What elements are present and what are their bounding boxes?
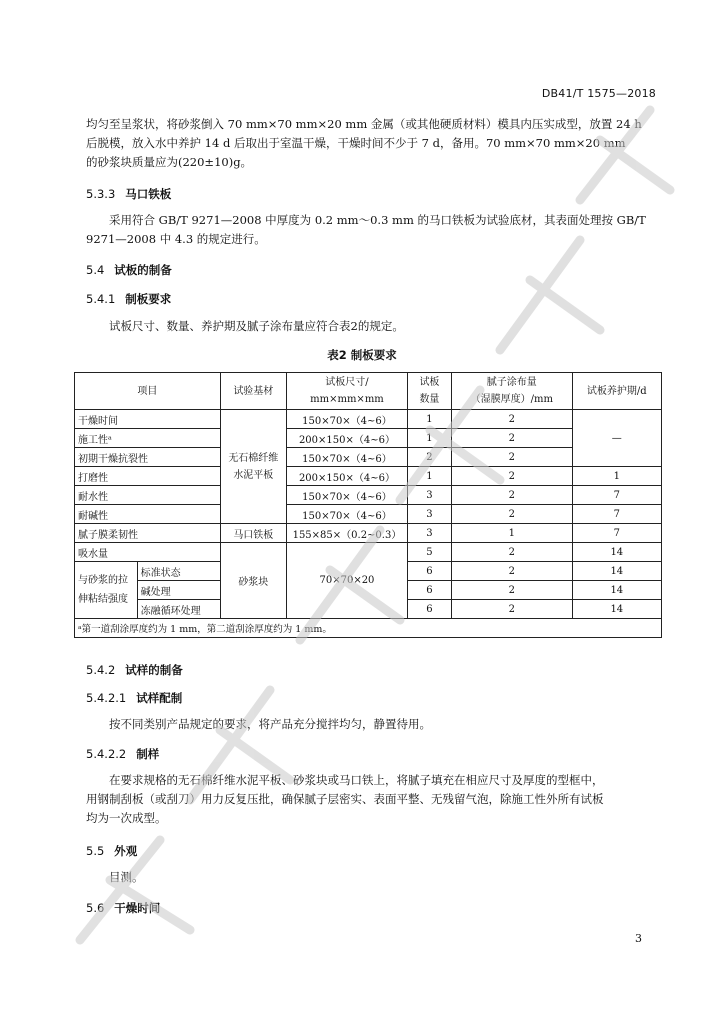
specimen-requirements-table (74, 372, 662, 638)
header-qty-line-1: 试板 (419, 377, 440, 388)
table-row (75, 467, 662, 486)
body-line-2: 用钢制刮板（或刮刀）用力反复压批，确保腻子层密实、表面平整、无残留气泡，除施工性外所有试板 (86, 792, 604, 806)
cell-item: 吸水量 (75, 543, 221, 562)
cell-qty: 1 (407, 467, 451, 486)
section-number: 5.5 (86, 844, 105, 858)
cell-cure: 14 (572, 543, 661, 562)
cell-item: 施工性ᵃ (75, 429, 221, 448)
header-substrate: 试验基材 (220, 373, 286, 410)
cell-cure: 14 (572, 581, 661, 600)
header-cure: 试板养护期/d (572, 373, 661, 410)
cell-qty: 6 (407, 562, 451, 581)
cell-coat: 2 (451, 505, 572, 524)
page-number: 3 (635, 932, 642, 945)
cell-coat: 2 (451, 600, 572, 619)
section-number: 5.4.2 (86, 663, 116, 677)
table-row (75, 486, 662, 505)
cell-coat: 2 (451, 448, 572, 467)
cell-qty: 1 (407, 410, 451, 429)
cell-size: 155×85×（0.2~0.3） (286, 524, 407, 543)
cell-cure-dash: — (572, 410, 661, 467)
body-line-1: 采用符合 GB/T 9271—2008 中厚度为 0.2 mm～0.3 mm 的马口铁板为试验底材，其表面处理按 GB/T (109, 213, 646, 227)
table-row (75, 524, 662, 543)
section-title: 制样 (136, 747, 160, 761)
cell-item: 碱处理 (137, 581, 220, 600)
body-line-2: 9271—2008 中 4.3 的规定进行。 (86, 232, 266, 246)
table-footnote-row (75, 619, 662, 638)
cell-size: 200×150×（4~6） (286, 429, 407, 448)
cell-qty: 3 (407, 505, 451, 524)
section-5-6-heading (86, 900, 160, 916)
cell-item: 初期干燥抗裂性 (75, 448, 221, 467)
section-number: 5.6 (86, 901, 105, 915)
section-5-5-heading (86, 843, 137, 859)
table-row (75, 543, 662, 562)
body-line-1: 在要求规格的无石棉纤维水泥平板、砂浆块或马口铁上，将腻子填充在相应尺寸及厚度的型框中， (109, 773, 604, 787)
header-size-line-1: 试板尺寸/ (325, 377, 369, 388)
cell-coat: 2 (451, 429, 572, 448)
cell-item: 腻子膜柔韧性 (75, 524, 221, 543)
cell-cure: 14 (572, 600, 661, 619)
cell-item: 打磨性 (75, 467, 221, 486)
cell-size: 150×70×（4~6） (286, 448, 407, 467)
document-code: DB41/T 1575—2018 (541, 87, 656, 100)
cell-coat: 2 (451, 562, 572, 581)
table-header-row (75, 373, 662, 410)
section-5-4-1-body: 试板尺寸、数量、养护期及腻子涂布量应符合表2的规定。 (109, 319, 404, 333)
cell-item: 耐水性 (75, 486, 221, 505)
cell-item: 干燥时间 (75, 410, 221, 429)
cell-qty: 1 (407, 429, 451, 448)
cell-substrate-tin: 马口铁板 (220, 524, 286, 543)
section-5-4-2-1-heading (86, 690, 182, 706)
body-line-3: 均为一次成型。 (86, 811, 167, 825)
header-coat-line-2: （湿膜厚度）/mm (470, 394, 553, 405)
section-5-4-2-heading (86, 662, 183, 678)
cell-item: 标准状态 (137, 562, 220, 581)
cell-coat: 2 (451, 543, 572, 562)
cell-bond-group: 与砂浆的拉伸粘结强度 (75, 562, 138, 619)
section-title: 试样的制备 (125, 663, 183, 677)
section-5-3-3-heading (86, 186, 171, 202)
section-5-4-1-heading (86, 291, 171, 307)
table-caption: 表2 制板要求 (327, 348, 397, 362)
section-number: 5.4 (86, 263, 105, 277)
section-title: 制板要求 (125, 292, 172, 306)
section-title: 外观 (114, 844, 138, 858)
cell-substrate-cement: 无石棉纤维水泥平板 (220, 410, 286, 524)
cell-qty: 3 (407, 524, 451, 543)
section-title: 试板的制备 (114, 263, 172, 277)
section-5-4-2-2-body (86, 771, 656, 828)
header-size-line-2: mm×mm×mm (310, 394, 384, 405)
section-5-4-heading (86, 262, 172, 278)
section-5-4-2-1-body: 按不同类别产品规定的要求，将产品充分搅拌均匀，静置待用。 (109, 717, 431, 731)
intro-line-3: 的砂浆块质量应为(220±10)g。 (86, 155, 253, 169)
cell-substrate-mortar: 砂浆块 (220, 543, 286, 619)
cell-coat: 1 (451, 524, 572, 543)
header-coat (451, 373, 572, 410)
cell-coat: 2 (451, 467, 572, 486)
cell-qty: 6 (407, 600, 451, 619)
header-coat-line-1: 腻子涂布量 (486, 377, 537, 388)
section-title: 试样配制 (136, 691, 183, 705)
section-5-5-body: 目测。 (109, 870, 144, 884)
section-number: 5.4.2.2 (86, 747, 127, 761)
cell-item: 耐碱性 (75, 505, 221, 524)
section-5-3-3-body (86, 211, 656, 249)
cell-cure: 1 (572, 467, 661, 486)
cell-cure: 7 (572, 486, 661, 505)
header-item: 项目 (75, 373, 221, 410)
section-5-4-2-2-heading (86, 746, 159, 762)
cell-mortar-size: 70×70×20 (286, 543, 407, 619)
cell-size: 150×70×（4~6） (286, 505, 407, 524)
cell-size: 200×150×（4~6） (286, 467, 407, 486)
table-row (75, 410, 662, 429)
section-number: 5.4.2.1 (86, 691, 127, 705)
header-qty (407, 373, 451, 410)
section-title: 马口铁板 (125, 187, 172, 201)
cell-qty: 5 (407, 543, 451, 562)
cell-cure: 7 (572, 505, 661, 524)
section-number: 5.4.1 (86, 292, 116, 306)
cell-qty: 2 (407, 448, 451, 467)
cell-coat: 2 (451, 486, 572, 505)
intro-paragraph (86, 115, 656, 172)
intro-line-2: 后脱模，放入水中养护 14 d 后取出于室温干燥，干燥时间不少于 7 d，备用。70 mm×70 mm×20 mm (86, 136, 626, 150)
header-qty-line-2: 数量 (419, 394, 440, 405)
cell-qty: 6 (407, 581, 451, 600)
section-number: 5.3.3 (86, 187, 116, 201)
cell-cure: 7 (572, 524, 661, 543)
header-size (286, 373, 407, 410)
cell-item: 冻融循环处理 (137, 600, 220, 619)
section-title: 干燥时间 (114, 901, 161, 915)
cell-qty: 3 (407, 486, 451, 505)
cell-coat: 2 (451, 581, 572, 600)
cell-cure: 14 (572, 562, 661, 581)
intro-line-1: 均匀至呈浆状，将砂浆倒入 70 mm×70 mm×20 mm 金属（或其他硬质材料）模具内压实成型，放置 24 h (86, 117, 642, 131)
cell-size: 150×70×（4~6） (286, 486, 407, 505)
table-footnote: ᵃ第一道刮涂厚度约为 1 mm，第二道刮涂厚度约为 1 mm。 (75, 619, 662, 638)
table-row (75, 505, 662, 524)
cell-size: 150×70×（4~6） (286, 410, 407, 429)
cell-coat: 2 (451, 410, 572, 429)
